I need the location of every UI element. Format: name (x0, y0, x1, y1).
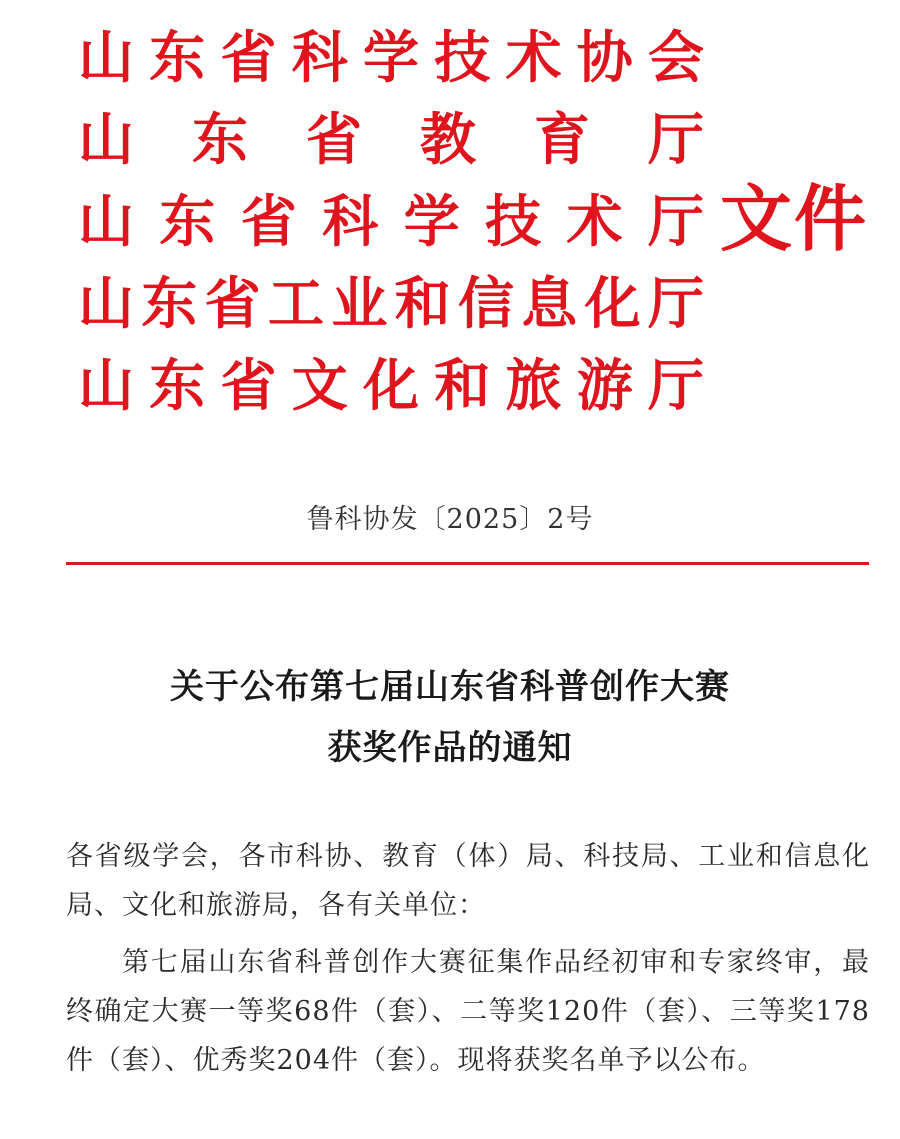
issuing-authorities-header (78, 22, 878, 432)
authority-line-5 (78, 350, 704, 422)
authority-line-4 (78, 268, 704, 340)
notice-title-line-1: 关于公布第七届山东省科普创作大赛 (170, 667, 730, 707)
authority-character: 化 (363, 353, 419, 419)
authority-character: 旅 (505, 353, 562, 419)
authority-character: 山 (78, 107, 134, 173)
salutation-paragraph: 各省级学会，各市科协、教育（体）局、科技局、工业和信息化局、文化和旅游局，各有关单位： (66, 841, 870, 921)
authority-character: 文 (291, 353, 348, 419)
authority-character: 业 (331, 271, 388, 337)
authority-character: 术 (505, 25, 562, 91)
authority-character: 省 (220, 353, 277, 419)
authority-character: 和 (394, 271, 451, 337)
document-number: 鲁科协发〔2025〕2号 (306, 504, 594, 535)
authority-character: 厅 (648, 107, 704, 173)
authority-character: 东 (192, 107, 248, 173)
authority-character: 游 (576, 353, 633, 419)
authority-character: 工 (267, 271, 324, 337)
authority-character: 厅 (647, 271, 704, 337)
authority-character: 省 (240, 189, 297, 255)
authority-character: 息 (521, 271, 578, 337)
authority-character: 省 (306, 107, 362, 173)
authority-character: 技 (485, 189, 542, 255)
authority-character: 技 (434, 25, 491, 91)
red-divider-line (66, 562, 869, 565)
authority-character: 教 (420, 107, 476, 173)
authority-character: 会 (648, 25, 704, 91)
authority-character: 山 (78, 271, 134, 337)
authority-character: 术 (566, 189, 623, 255)
authority-line-1 (78, 22, 704, 94)
authority-character: 山 (78, 189, 134, 255)
authority-character: 科 (322, 189, 379, 255)
authority-character: 东 (149, 25, 206, 91)
authority-character: 协 (576, 25, 633, 91)
authority-character: 信 (457, 271, 514, 337)
authority-character: 学 (403, 189, 460, 255)
authority-character: 育 (534, 107, 590, 173)
authority-character: 东 (149, 353, 206, 419)
authority-character: 省 (220, 25, 277, 91)
authority-character: 省 (204, 271, 261, 337)
authority-character: 东 (141, 271, 198, 337)
authority-character: 山 (78, 353, 134, 419)
authority-character: 化 (584, 271, 641, 337)
authority-line-2 (78, 104, 704, 176)
authority-character: 东 (159, 189, 216, 255)
authority-line-3 (78, 186, 704, 258)
authority-character: 厅 (648, 353, 704, 419)
document-type-label: 文件 (720, 176, 869, 261)
notice-title-line-2: 获奖作品的通知 (327, 728, 573, 768)
body-paragraph-1: 第七届山东省科普创作大赛征集作品经初审和专家终审，最终确定大赛一等奖68件（套）、二等奖120件（套）、三等奖178件（套）、优秀奖204件（套）。现将获奖名单予以公布。 (66, 947, 870, 1076)
authority-character: 学 (363, 25, 419, 91)
authority-character: 和 (434, 353, 491, 419)
authority-character: 科 (291, 25, 348, 91)
authority-character: 厅 (647, 189, 704, 255)
authority-character: 山 (78, 25, 134, 91)
